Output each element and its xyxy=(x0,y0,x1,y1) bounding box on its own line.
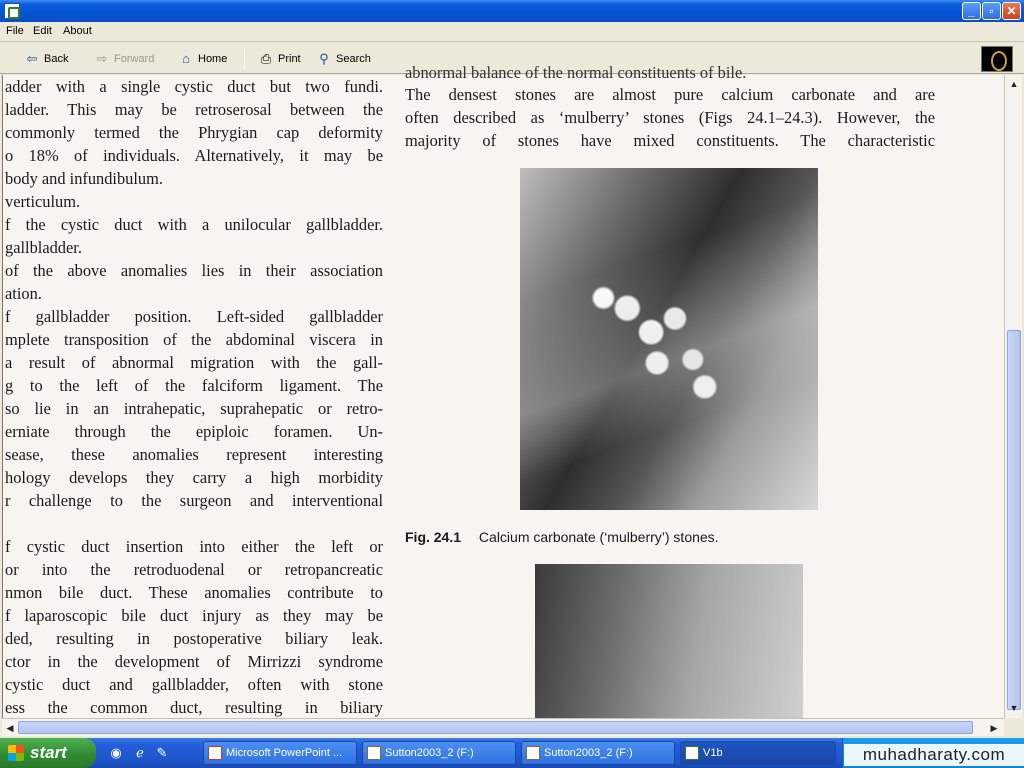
text-line: so lie in an intrahepatic, suprahepatic or retro- xyxy=(5,399,383,418)
text-line: often described as ‘mulberry’ stones (Figs 24.1–24.3). However, the xyxy=(405,108,935,127)
minimize-button[interactable] xyxy=(962,2,981,20)
internet-explorer-icon[interactable]: ℯ xyxy=(136,745,144,760)
forward-label: Forward xyxy=(114,53,155,65)
text-line: nmon bile duct. These anomalies contribute to xyxy=(5,583,383,602)
taskbar-item-viewer[interactable] xyxy=(680,741,836,765)
xray-image-second xyxy=(535,564,803,724)
text-line: ded, resulting in postoperative biliary leak. xyxy=(5,629,383,648)
maximize-button[interactable] xyxy=(982,2,1001,20)
document-viewport[interactable] xyxy=(2,63,1004,718)
menu-about[interactable]: About xyxy=(63,25,92,37)
text-line: ation. xyxy=(5,284,42,303)
home-label: Home xyxy=(198,53,228,65)
folder-icon xyxy=(367,746,381,760)
text-line: verticulum. xyxy=(5,192,81,211)
text-line: adder with a single cystic duct but two fundi. xyxy=(5,77,383,96)
text-line: commonly termed the Phrygian cap deformity xyxy=(5,123,383,142)
text-line xyxy=(5,512,383,535)
figure-label: Fig. 24.1 xyxy=(405,529,462,545)
xray-image-mulberry-stones xyxy=(520,168,818,510)
task-label: Sutton2003_2 (F:) xyxy=(385,747,474,759)
folder-icon xyxy=(526,746,540,760)
scroll-left-icon[interactable]: ◀ xyxy=(6,723,14,733)
figure-caption xyxy=(405,529,719,545)
text-line: or into the retroduodenal or retropancreatic xyxy=(5,560,383,579)
task-label: Sutton2003_2 (F:) xyxy=(544,747,633,759)
watermark: muhadharaty.com xyxy=(844,744,1024,766)
taskbar-item-folder[interactable] xyxy=(521,741,675,765)
windows-flag-icon xyxy=(8,745,24,761)
menu-bar xyxy=(0,22,1024,42)
text-line: mplete transposition of the abdominal viscera in xyxy=(5,330,383,349)
search-button[interactable] xyxy=(316,50,371,68)
text-line: f gallbladder position. Left-sided gallbladder xyxy=(5,307,383,326)
text-line: f the cystic duct with a unilocular gallbladder. xyxy=(5,215,383,234)
home-button[interactable] xyxy=(178,50,227,68)
text-line: g to the left of the falciform ligament. The xyxy=(5,376,383,395)
scroll-right-icon[interactable]: ▶ xyxy=(990,723,998,733)
text-line: of the above anomalies lies in their association xyxy=(5,261,383,280)
search-icon: ⚲ xyxy=(319,51,329,66)
text-line: ess the common duct, resulting in biliary xyxy=(5,698,383,717)
task-label: V1b xyxy=(703,747,723,759)
minimize-icon: _ xyxy=(968,4,975,18)
app-icon[interactable] xyxy=(4,3,20,19)
left-text-column xyxy=(5,75,383,719)
horizontal-scrollbar[interactable] xyxy=(2,718,1004,736)
forward-button[interactable] xyxy=(94,50,154,68)
title-bar[interactable] xyxy=(0,0,1024,22)
text-line: f laparoscopic bile duct injury as they may be xyxy=(5,606,383,625)
text-line: a result of abnormal migration with the gall- xyxy=(5,353,383,372)
start-button[interactable] xyxy=(0,738,96,768)
viewer-icon xyxy=(685,746,699,760)
maximize-icon: ▫ xyxy=(989,4,994,18)
text-line: gallbladder. xyxy=(5,238,82,257)
scroll-down-icon[interactable]: ▼ xyxy=(1009,703,1019,713)
figure-caption-text: Calcium carbonate (‘mulberry’) stones. xyxy=(478,529,719,545)
start-label: start xyxy=(30,743,67,762)
vertical-scroll-thumb[interactable] xyxy=(1007,330,1021,710)
text-line: erniate through the epiploic foramen. Un- xyxy=(5,422,383,441)
vertical-scrollbar[interactable] xyxy=(1004,75,1022,718)
scroll-up-icon[interactable]: ▲ xyxy=(1009,79,1019,89)
close-button[interactable] xyxy=(1002,2,1021,20)
home-icon: ⌂ xyxy=(182,51,190,66)
toolbar-separator xyxy=(244,49,245,69)
search-label: Search xyxy=(336,53,371,65)
text-line: body and infundibulum. xyxy=(5,169,163,188)
horizontal-scroll-thumb[interactable] xyxy=(18,721,973,734)
taskbar-item-folder[interactable] xyxy=(362,741,516,765)
printer-icon: ⎙ xyxy=(260,51,272,66)
text-line: r challenge to the surgeon and interventional xyxy=(5,491,383,510)
text-line: f cystic duct insertion into either the left or xyxy=(5,537,383,556)
print-button[interactable] xyxy=(258,50,301,68)
taskbar-item-powerpoint[interactable] xyxy=(203,741,357,765)
forward-arrow-icon: ⇨ xyxy=(96,51,108,66)
menu-edit[interactable]: Edit xyxy=(33,25,52,37)
text-line: sease, these anomalies represent interesting xyxy=(5,445,383,464)
powerpoint-icon xyxy=(208,746,222,760)
text-line: o 18% of individuals. Alternatively, it may be xyxy=(5,146,383,165)
text-line: majority of stones have mixed constituents. The characteristic xyxy=(405,131,935,150)
print-label: Print xyxy=(278,53,301,65)
text-line: ladder. This may be retroserosal between the xyxy=(5,100,383,119)
show-desktop-icon[interactable]: ◉ xyxy=(110,745,122,760)
text-line: The densest stones are almost pure calcium carbonate and are xyxy=(405,85,935,104)
back-arrow-icon: ⇦ xyxy=(26,51,38,66)
text-line: cystic duct and gallbladder, often with stone xyxy=(5,675,383,694)
right-text-column xyxy=(405,63,935,152)
close-icon: ✕ xyxy=(1006,4,1017,18)
back-label: Back xyxy=(44,53,69,65)
back-button[interactable] xyxy=(24,50,68,68)
text-line: ctor in the development of Mirrizzi syndrome xyxy=(5,652,383,671)
menu-file[interactable]: File xyxy=(6,25,24,37)
quick-launch-icon[interactable]: ✎ xyxy=(156,745,168,760)
brand-logo xyxy=(981,46,1013,72)
task-label: Microsoft PowerPoint ... xyxy=(226,747,343,759)
text-line: hology develops they carry a high morbidity xyxy=(5,468,383,487)
cut-text-line: abnormal balance of the normal constituents of bile. xyxy=(405,63,747,82)
